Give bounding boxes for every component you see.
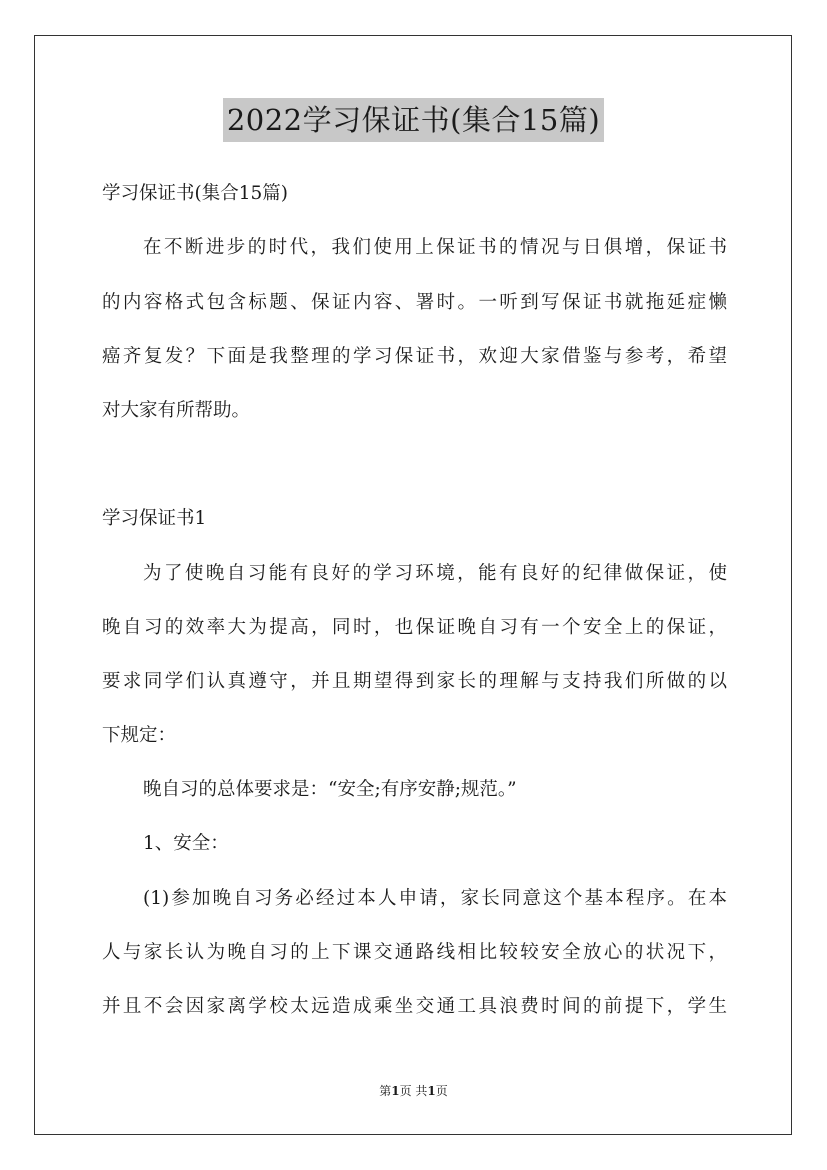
page-footer	[0, 1083, 827, 1099]
intro-line-1: 在不断进步的时代，我们使用上保证书的情况与日俱增，保证书	[143, 237, 727, 258]
item-line-2: 人与家长认为晚自习的上下课交通路线相比较较安全放心的状况下，	[102, 942, 727, 963]
footer-page-mid: 页 共	[399, 1084, 428, 1098]
title-container	[0, 98, 827, 142]
requirement-line: 晚自习的总体要求是：“安全;有序安静;规范。”	[143, 779, 517, 800]
footer-page-number: 1	[391, 1084, 400, 1098]
intro-line-2: 的内容格式包含标题、保证内容、署时。一听到写保证书就拖延症懒	[102, 292, 727, 313]
section-line-4: 下规定：	[102, 725, 177, 746]
item-heading: 1、安全：	[143, 833, 229, 854]
section-line-3: 要求同学们认真遵守，并且期望得到家长的理解与支持我们所做的以	[102, 671, 727, 692]
intro-line-4: 对大家有所帮助。	[102, 400, 251, 421]
document-subtitle: 学习保证书(集合15篇)	[102, 183, 288, 204]
section-line-2: 晚自习的效率大为提高，同时，也保证晚自习有一个安全上的保证，	[102, 617, 727, 638]
section-heading: 学习保证书1	[102, 508, 207, 529]
item-line-3: 并且不会因家离学校太远造成乘坐交通工具浪费时间的前提下，学生	[102, 996, 727, 1017]
footer-page-suffix: 页	[435, 1084, 448, 1098]
footer-page-total: 1	[427, 1084, 436, 1098]
intro-line-3: 癌齐复发？下面是我整理的学习保证书，欢迎大家借鉴与参考，希望	[102, 346, 727, 367]
section-line-1: 为了使晚自习能有良好的学习环境，能有良好的纪律做保证，使	[143, 563, 727, 584]
footer-page-prefix: 第	[379, 1084, 392, 1098]
item-line-1: (1)参加晚自习务必经过本人申请，家长同意这个基本程序。在本	[143, 888, 727, 909]
document-title: 2022学习保证书(集合15篇)	[223, 98, 604, 142]
